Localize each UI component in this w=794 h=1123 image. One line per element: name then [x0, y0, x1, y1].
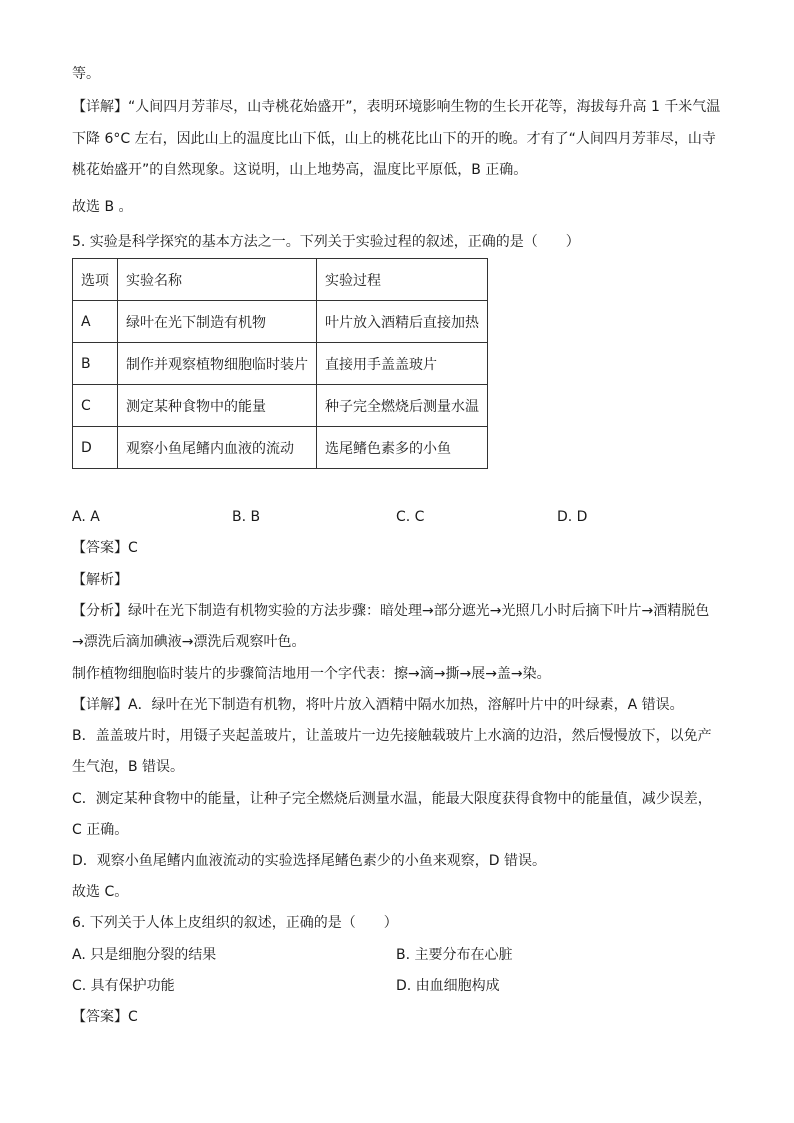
text-line: 故选 B 。 [72, 199, 133, 215]
text-line: 故选 C。 [72, 884, 129, 900]
table-cell: 绿叶在光下制造有机物 [118, 301, 317, 343]
question-5-stem: 5. 实验是科学探究的基本方法之一。下列关于实验过程的叙述，正确的是（ ） [72, 234, 580, 250]
table-cell: A [73, 301, 118, 343]
table-cell: C [73, 385, 118, 427]
table-header: 选项 [73, 259, 118, 301]
text-line: 【详解】A．绿叶在光下制造有机物，将叶片放入酒精中隔水加热，溶解叶片中的叶绿素，A 错误。 [72, 697, 684, 713]
table-cell: B [73, 343, 118, 385]
option-c: C. 具有保护功能 [72, 978, 175, 994]
option-d: D. D [557, 509, 588, 525]
table-cell: 测定某种食物中的能量 [118, 385, 317, 427]
option-b: B. B [232, 509, 261, 525]
text-line: B．盖盖玻片时，用镊子夹起盖玻片，让盖玻片一边先接触载玻片上水滴的边沿，然后慢慢放下，以免产 [72, 728, 712, 744]
text-line: 等。 [72, 66, 100, 82]
table-header: 实验名称 [118, 259, 317, 301]
table-row [73, 385, 488, 427]
text-line: 桃花始盛开”的自然现象。这说明，山上地势高，温度比平原低，B 正确。 [72, 162, 528, 178]
table-header: 实验过程 [317, 259, 488, 301]
table-row [73, 343, 488, 385]
text-line: →漂洗后滴加碘液→漂洗后观察叶色。 [72, 634, 306, 650]
text-line: 下降 6°C 左右，因此山上的温度比山下低，山上的桃花比山下的开的晚。才有了“人间四月芳菲尽，山寺 [72, 131, 716, 147]
text-line: 生气泡，B 错误。 [72, 759, 185, 775]
table-cell: 叶片放入酒精后直接加热 [317, 301, 488, 343]
option-c: C. C [396, 509, 425, 525]
analysis-label: 【解析】 [72, 572, 128, 588]
text-line: 【详解】“人间四月芳菲尽，山寺桃花始盛开”，表明环境影响生物的生长开花等，海拔每升高 1 千米气温 [72, 99, 721, 115]
table-row [73, 301, 488, 343]
table-cell: 制作并观察植物细胞临时装片 [118, 343, 317, 385]
text-line: 制作植物细胞临时装片的步骤简洁地用一个字代表：擦→滴→撕→展→盖→染。 [72, 666, 551, 682]
table-cell: D [73, 427, 118, 469]
answer-label: 【答案】C [72, 1009, 138, 1025]
text-line: 【分析】绿叶在光下制造有机物实验的方法步骤：暗处理→部分遮光→光照几小时后摘下叶片→酒精脱色 [72, 603, 710, 619]
option-a: A. 只是细胞分裂的结果 [72, 947, 217, 963]
experiment-table [72, 258, 488, 469]
table-cell: 直接用手盖盖玻片 [317, 343, 488, 385]
table-cell: 观察小鱼尾鳍内血液的流动 [118, 427, 317, 469]
option-d: D. 由血细胞构成 [396, 978, 500, 994]
table-header-row [73, 259, 488, 301]
option-b: B. 主要分布在心脏 [396, 947, 513, 963]
table-cell: 选尾鳍色素多的小鱼 [317, 427, 488, 469]
option-a: A. A [72, 509, 100, 525]
question-6-stem: 6. 下列关于人体上皮组织的叙述，正确的是（ ） [72, 915, 398, 931]
table-cell: 种子完全燃烧后测量水温 [317, 385, 488, 427]
text-line: C 正确。 [72, 822, 129, 838]
answer-label: 【答案】C [72, 540, 138, 556]
text-line: C．测定某种食物中的能量，让种子完全燃烧后测量水温，能最大限度获得食物中的能量值，减少误差， [72, 791, 712, 807]
text-line: D．观察小鱼尾鳍内血液流动的实验选择尾鳍色素少的小鱼来观察，D 错误。 [72, 853, 547, 869]
table-row [73, 427, 488, 469]
